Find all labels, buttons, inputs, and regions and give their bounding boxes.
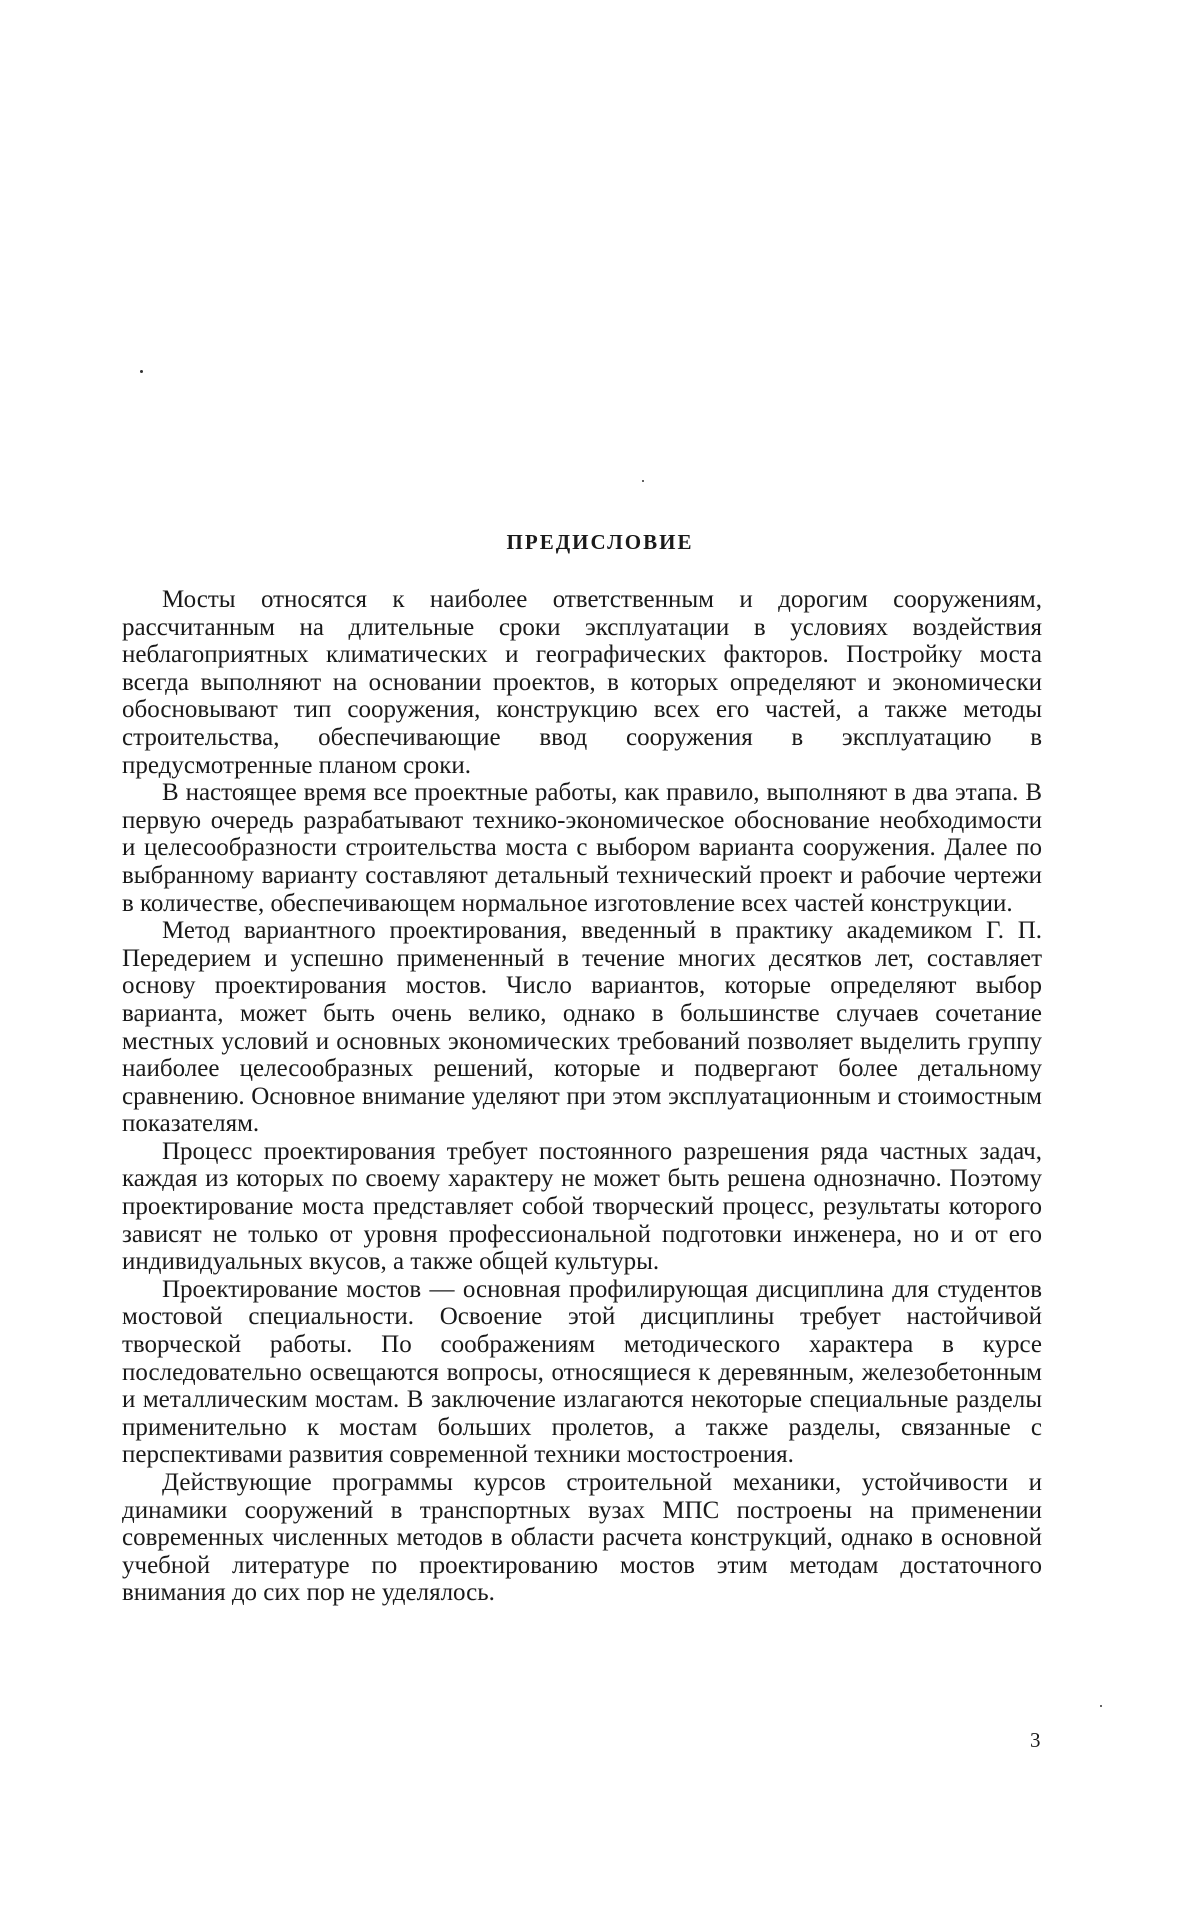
body-text [122,586,1042,1607]
paragraph: Метод вариантного проектирования, введенный в практику академиком Г. П. Передерием и успешно примененный в течение многих десятков лет, составляет основу проектирования мостов. Число вариантов, которые определяют выбор варианта, может быть очень велико, однако в большинстве случаев сочетание местных условий и основных экономических требований позволяет выделить группу наиболее целесообразных решений, которые и подвергают более детальному сравнению. Основное внимание уделяют при этом эксплуатационным и стоимостным показателям. [122,917,1042,1138]
scan-speck [140,370,143,373]
scan-speck [642,480,644,482]
paragraph: Проектирование мостов — основная профилирующая дисциплина для студентов мостовой специальности. Освоение этой дисциплины требует настойчивой творческой работы. По соображениям методического характера в курсе последовательно освещаются вопросы, относящиеся к деревянным, железобетонным и металлическим мостам. В заключение излагаются некоторые специальные разделы применительно к мостам больших пролетов, а также разделы, связанные с перспективами развития современной техники мостостроения. [122,1275,1042,1469]
paragraph: В настоящее время все проектные работы, как правило, выполняют в два этапа. В первую очередь разрабатывают технико-экономическое обоснование необходимости и целесообразности строительства моста с выбором варианта сооружения. Далее по выбранному варианту составляют детальный технический проект и рабочие чертежи в количестве, обеспечивающем нормальное изготовление всех частей конструкции. [122,779,1042,917]
scan-speck [1100,1705,1102,1707]
paragraph: Мосты относятся к наиболее ответственным и дорогим сооружениям, рассчитанным на длительные сроки эксплуатации в условиях воздействия неблагоприятных климатических и географических факторов. Постройку моста всегда выполняют на основании проектов, в которых определяют и экономически обосновывают тип сооружения, конструкцию всех его частей, а также методы строительства, обеспечивающие ввод сооружения в эксплуатацию в предусмотренные планом сроки. [122,586,1042,779]
page-number: 3 [1030,1728,1041,1752]
section-title: ПРЕДИСЛОВИЕ [506,530,694,554]
paragraph: Действующие программы курсов строительной механики, устойчивости и динамики сооружений в транспортных вузах МПС построены на применении современных численных методов в области расчета конструкций, однако в основной учебной литературе по проектированию мостов этим методам достаточного внимания до сих пор не уделялось. [122,1469,1042,1607]
paragraph: Процесс проектирования требует постоянного разрешения ряда частных задач, каждая из которых по своему характеру не может быть решена однозначно. Поэтому проектирование моста представляет собой творческий процесс, результаты которого зависят не только от уровня профессиональной подготовки инженера, но и от его индивидуальных вкусов, а также общей культуры. [122,1137,1042,1276]
